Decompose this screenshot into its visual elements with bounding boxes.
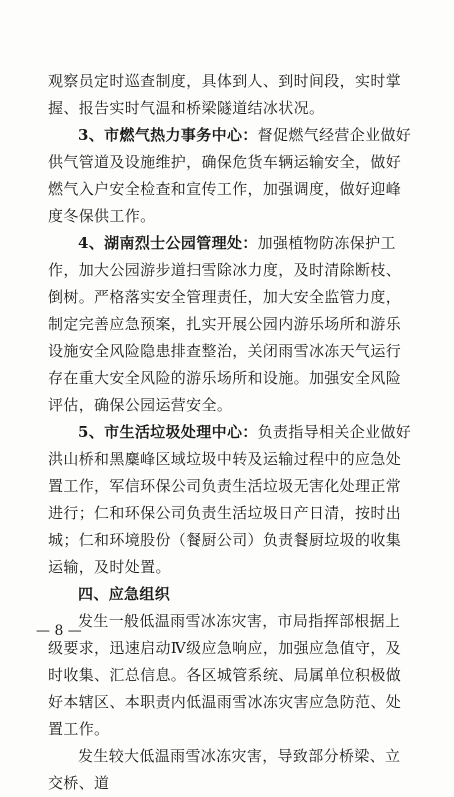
paragraph-lead: 5、市生活垃圾处理中心： bbox=[78, 423, 258, 441]
paragraph-continuation bbox=[48, 68, 414, 122]
paragraph-waste-center bbox=[48, 419, 414, 581]
paragraph-gas-center bbox=[48, 122, 414, 230]
paragraph-lead: 4、湖南烈士公园管理处： bbox=[78, 234, 258, 252]
paragraph-park-office bbox=[48, 230, 414, 419]
paragraph-general-disaster: 发生一般低温雨雪冰冻灾害，市局指挥部根据上级要求，迅速启动Ⅳ级应急响应，加强应急值守，及时收集、汇总信息。各区城管系统、局属单位积极做好本辖区、本职责内低温雨雪冰冻灾害应急防范、处置工作。 bbox=[48, 612, 402, 738]
paragraph-text: 督促燃气经营企业做好供气管道及设施维护，确保危货车辆运输安全，做好燃气入户安全检查和宣传工作，加强调度，做好迎峰度冬保供工作。 bbox=[48, 126, 412, 225]
section-heading: 四、应急组织 bbox=[78, 585, 171, 603]
body-text bbox=[48, 68, 414, 797]
page-number: — 8 — bbox=[36, 623, 82, 639]
paragraph-text: 观察员定时巡查制度，具体到人、到时间段，实时掌握、报告实时气温和桥梁隧道结冰状况。 bbox=[48, 72, 402, 117]
paragraph-lead: 3、市燃气热力事务中心： bbox=[78, 126, 258, 144]
paragraph-text: 负责指导相关企业做好洪山桥和黑麋峰区域垃圾中转及运输过程中的应急处置工作，军信环保公司负责生活垃圾无害化处理正常进行；仁和环保公司负责生活垃圾日产日清，按时出城；仁和环境股份（餐厨公司）负责餐厨垃圾的收集运输，及时处置。 bbox=[48, 423, 412, 576]
paragraph-major-disaster: 发生较大低温雨雪冰冻灾害，导致部分桥梁、立交桥、道 bbox=[48, 747, 401, 792]
paragraph-text: 加强植物防冻保护工作，加大公园游步道扫雪除冰力度，及时清除断枝、倒树。严格落实安全管理责任，加大安全监管力度，制定完善应急预案，扎实开展公园内游乐场所和游乐设施安全风险隐患排查整治，关闭雨雪冰冻天气运行存在重大安全风险的游乐场所和设施。加强安全风险评估，确保公园运营安全。 bbox=[48, 234, 402, 414]
